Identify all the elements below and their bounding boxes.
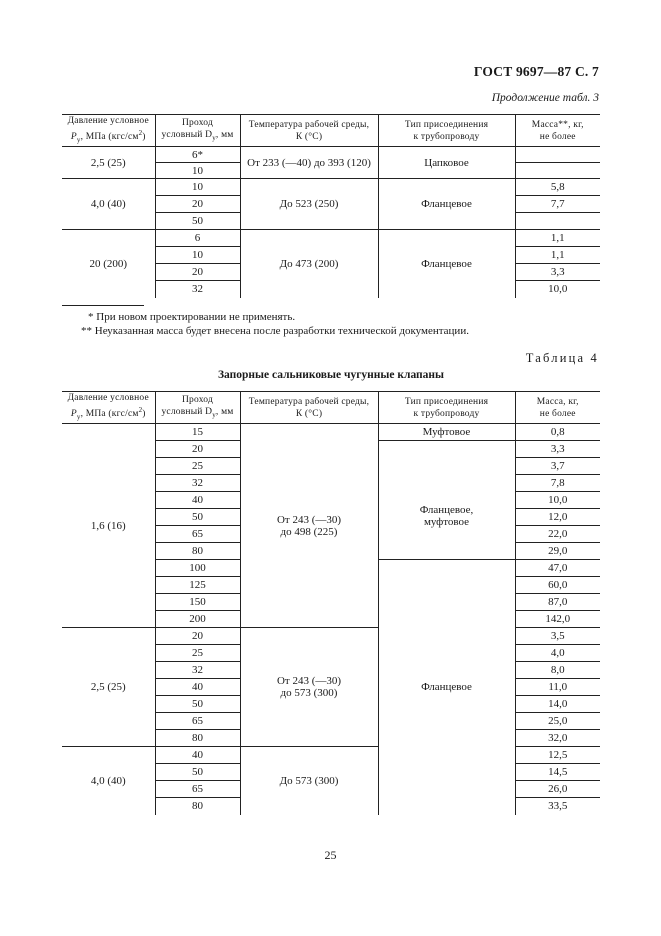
mass-cell (515, 147, 600, 163)
temperature-cell: От 243 (—30) до 573 (300) (240, 628, 378, 747)
table-continuation-label: Продолжение табл. 3 (491, 92, 599, 104)
connection-cell: Цапковое (378, 147, 515, 179)
header-pressure: Давление условное $P_у$, МПа $(кгс/см^2)$ (67, 393, 149, 422)
mass-cell: 1,1 (515, 230, 600, 247)
table-row (62, 424, 600, 441)
table-row (62, 628, 600, 645)
mass-cell (515, 213, 600, 230)
mass-cell: 10,0 (515, 492, 600, 509)
bore-cell: 40 (155, 492, 240, 509)
mass-cell: 14,5 (515, 764, 600, 781)
table-number: Таблица 4 (525, 351, 599, 365)
bore-cell: 40 (155, 747, 240, 764)
mass-cell: 7,8 (515, 475, 600, 492)
table-row (62, 179, 600, 196)
bore-cell: 6* (155, 147, 240, 163)
header-bore: Проход условный $D_у$, мм (155, 115, 240, 147)
bore-cell: 10 (155, 247, 240, 264)
header-connection: Тип присоединения к трубопроводу (378, 115, 515, 147)
mass-cell: 142,0 (515, 611, 600, 628)
header-mass: Масса**, кг, не более (515, 115, 600, 147)
connection-cell: Фланцевое, муфтовое (378, 441, 515, 560)
bore-cell: 20 (155, 264, 240, 281)
bore-cell: 20 (155, 196, 240, 213)
pressure-cell: 2,5 (25) (62, 628, 155, 747)
pressure-cell: 4,0 (40) (90, 774, 126, 787)
mass-cell: 22,0 (515, 526, 600, 543)
mass-cell: 32,0 (515, 730, 600, 747)
table-title: Запорные сальниковые чугунные клапаны (217, 369, 445, 381)
temperature-cell: До 473 (200) (240, 230, 378, 298)
mass-cell: 87,0 (515, 594, 600, 611)
document-header: ГОСТ 9697—87 С. 7 (473, 64, 599, 79)
mass-cell: 3,5 (515, 628, 600, 645)
bore-cell: 200 (155, 611, 240, 628)
table-3 (62, 114, 600, 298)
connection-cell: Фланцевое (378, 230, 515, 298)
footnote-1: * При новом проектировании не применять. (88, 311, 296, 323)
header-bore: Проход условный $D_у$, мм (155, 392, 240, 424)
header-temperature: Температура рабочей среды, К (°С) (240, 392, 378, 424)
bore-cell: 50 (155, 509, 240, 526)
bore-cell: 65 (155, 713, 240, 730)
bore-cell: 10 (155, 163, 240, 179)
temperature-cell: От 233 (—40) до 393 (120) (240, 147, 378, 179)
bore-cell: 20 (155, 628, 240, 645)
bore-cell: 20 (155, 441, 240, 458)
bore-cell: 32 (155, 662, 240, 679)
pressure-cell: 20 (200) (89, 257, 128, 270)
temperature-cell: До 523 (250) (240, 179, 378, 230)
table-row (62, 230, 600, 247)
mass-cell: 3,3 (515, 441, 600, 458)
bore-cell: 50 (155, 764, 240, 781)
bore-cell: 32 (155, 281, 240, 298)
bore-cell: 25 (155, 458, 240, 475)
table-header-row (62, 115, 600, 147)
bore-cell: 80 (155, 798, 240, 815)
bore-cell: 65 (155, 526, 240, 543)
bore-cell: 125 (155, 577, 240, 594)
mass-cell: 11,0 (515, 679, 600, 696)
table-header-row (62, 392, 600, 424)
table-4 (62, 391, 600, 815)
bore-cell: 80 (155, 543, 240, 560)
bore-cell: 80 (155, 730, 240, 747)
pressure-cell: 1,6 (16) (62, 424, 155, 628)
connection-cell: Фланцевое (378, 179, 515, 230)
mass-cell: 1,1 (515, 247, 600, 264)
mass-cell: 12,0 (515, 509, 600, 526)
temperature-cell: От 243 (—30) до 498 (225) (240, 424, 378, 628)
bore-cell: 150 (155, 594, 240, 611)
mass-cell: 10,0 (515, 281, 600, 298)
mass-cell: 33,5 (515, 798, 600, 815)
temperature-cell: До 573 (300) (240, 747, 378, 815)
table-row (62, 747, 600, 764)
table-row (62, 147, 600, 163)
bore-cell: 100 (155, 560, 240, 577)
header-connection: Тип присоединения к трубопроводу (378, 392, 515, 424)
footnote-divider (62, 305, 144, 306)
mass-cell: 60,0 (515, 577, 600, 594)
mass-cell: 14,0 (515, 696, 600, 713)
header-temperature: Температура рабочей среды, К (°С) (240, 115, 378, 147)
connection-cell: Фланцевое (378, 560, 515, 815)
mass-cell: 29,0 (515, 543, 600, 560)
page-number: 25 (324, 848, 337, 862)
mass-cell: 7,7 (515, 196, 600, 213)
mass-cell: 25,0 (515, 713, 600, 730)
pressure-cell: 4,0 (40) (62, 179, 155, 230)
bore-cell: 65 (155, 781, 240, 798)
connection-cell: Муфтовое (378, 424, 515, 441)
mass-cell: 3,7 (515, 458, 600, 475)
mass-cell: 3,3 (515, 264, 600, 281)
bore-cell: 32 (155, 475, 240, 492)
footnote-2: ** Неуказанная масса будет внесена после разработки технической документации. (81, 325, 469, 337)
mass-cell (515, 163, 600, 179)
bore-cell: 50 (155, 213, 240, 230)
mass-cell: 12,5 (515, 747, 600, 764)
mass-cell: 47,0 (515, 560, 600, 577)
bore-cell: 25 (155, 645, 240, 662)
bore-cell: 10 (155, 179, 240, 196)
mass-cell: 26,0 (515, 781, 600, 798)
pressure-cell: 2,5 (25) (62, 147, 155, 179)
mass-cell: 8,0 (515, 662, 600, 679)
bore-cell: 40 (155, 679, 240, 696)
bore-cell: 15 (155, 424, 240, 441)
bore-cell: 6 (155, 230, 240, 247)
mass-cell: 5,8 (515, 179, 600, 196)
mass-cell: 0,8 (515, 424, 600, 441)
mass-cell: 4,0 (515, 645, 600, 662)
bore-cell: 50 (155, 696, 240, 713)
header-mass: Масса, кг, не более (515, 392, 600, 424)
header-pressure: Давление условное $P_у$, МПа $(кгс/см^2)$ (67, 116, 149, 145)
